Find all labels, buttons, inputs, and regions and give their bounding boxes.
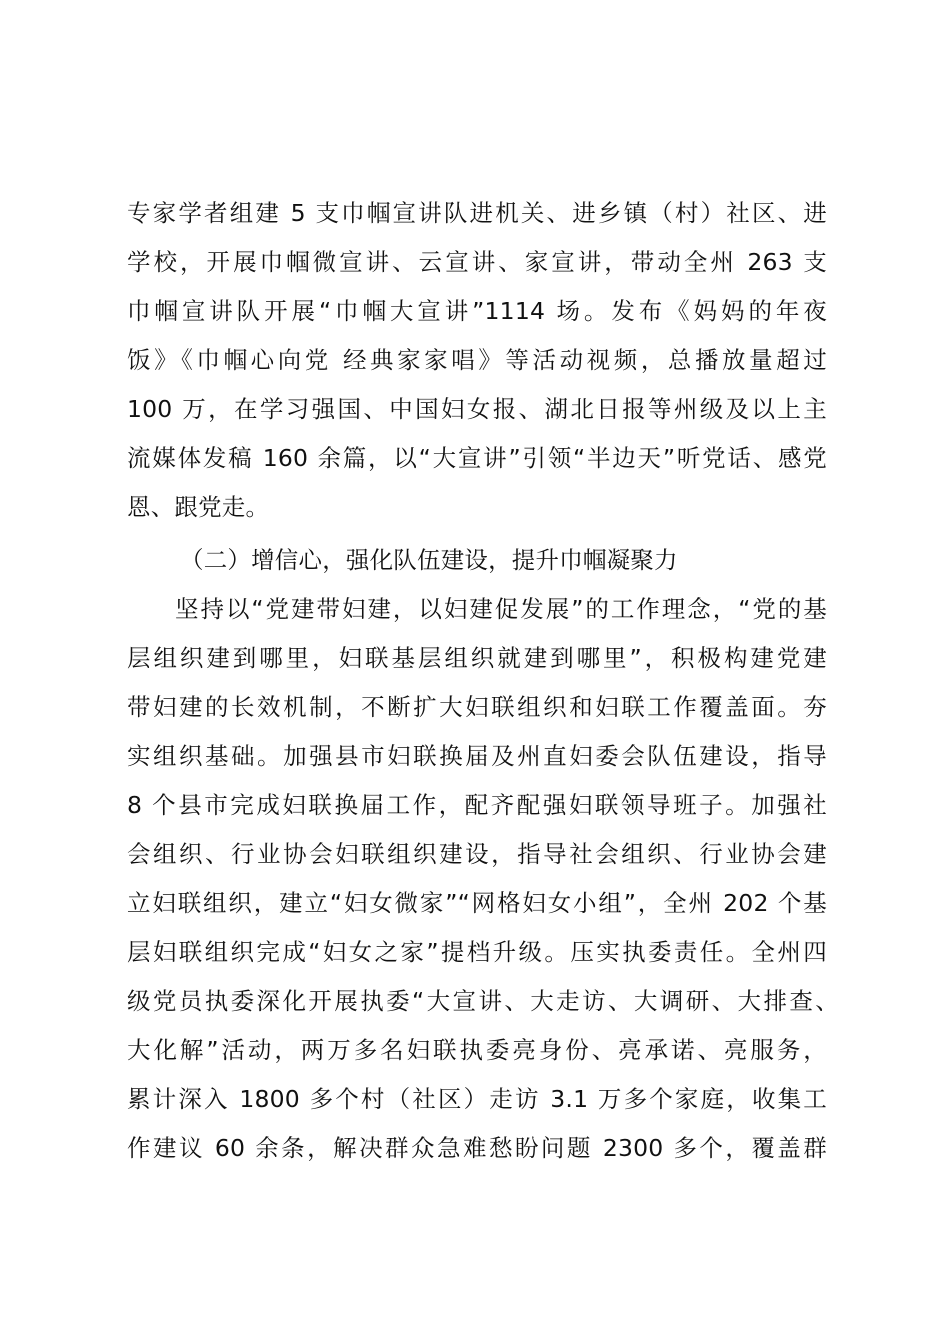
- text-line: 立妇联组织，建立“妇女微家”“网格妇女小组”，全州 202 个基: [127, 889, 827, 917]
- text-line: 大化解”活动，两万多名妇联执委亮身份、亮承诺、亮服务，: [127, 1036, 827, 1064]
- text-line: 带妇建的长效机制，不断扩大妇联组织和妇联工作覆盖面。夯: [127, 693, 827, 721]
- text-line: 会组织、行业协会妇联组织建设，指导社会组织、行业协会建: [127, 840, 827, 868]
- text-line: 作建议 60 余条，解决群众急难愁盼问题 2300 多个，覆盖群: [127, 1134, 827, 1162]
- text-line: 坚持以“党建带妇建，以妇建促发展”的工作理念，“党的基: [175, 595, 827, 623]
- text-line: 恩、跟党走。: [127, 493, 270, 521]
- text-line: 100 万，在学习强国、中国妇女报、湖北日报等州级及以上主: [127, 395, 827, 423]
- text-line: 专家学者组建 5 支巾帼宣讲队进机关、进乡镇（村）社区、进: [127, 199, 827, 227]
- text-line: 级党员执委深化开展执委“大宣讲、大走访、大调研、大排查、: [127, 987, 839, 1015]
- text-line: 8 个县市完成妇联换届工作，配齐配强妇联领导班子。加强社: [127, 791, 827, 819]
- text-line: 实组织基础。加强县市妇联换届及州直妇委会队伍建设，指导: [127, 742, 827, 770]
- text-line: 学校，开展巾帼微宣讲、云宣讲、家宣讲，带动全州 263 支: [127, 248, 827, 276]
- text-line: 流媒体发稿 160 余篇，以“大宣讲”引领“半边天”听党话、感党: [127, 444, 827, 472]
- text-line: 累计深入 1800 多个村（社区）走访 3.1 万多个家庭，收集工: [127, 1085, 827, 1113]
- text-line: 层妇联组织完成“妇女之家”提档升级。压实执委责任。全州四: [127, 938, 827, 966]
- text-line: 层组织建到哪里，妇联基层组织就建到哪里”，积极构建党建: [127, 644, 827, 672]
- section-heading: （二）增信心，强化队伍建设，提升巾帼凝聚力: [180, 546, 678, 574]
- text-line: 饭》《巾帼心向党 经典家家唱》等活动视频，总播放量超过: [127, 346, 827, 374]
- text-line: 巾帼宣讲队开展“巾帼大宣讲”1114 场。发布《妈妈的年夜: [127, 297, 827, 325]
